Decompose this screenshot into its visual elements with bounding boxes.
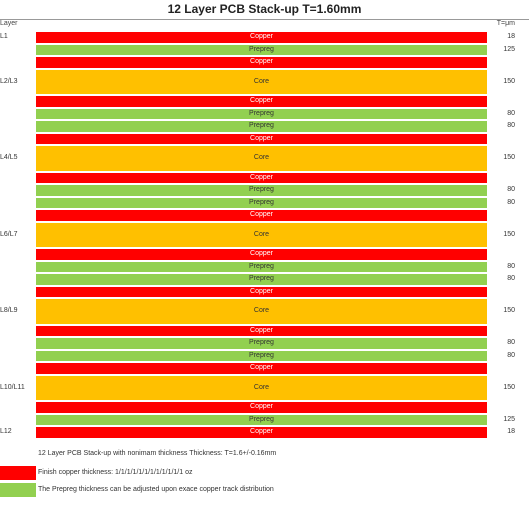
layer-row-copper xyxy=(0,95,529,108)
layer-label: L4/L5 xyxy=(0,154,18,161)
legend-swatch-copper xyxy=(0,466,36,480)
legend-swatch-prepreg xyxy=(0,483,36,497)
thickness-value: 150 xyxy=(503,383,515,391)
copper-bar: Copper xyxy=(36,363,487,374)
copper-bar: Copper xyxy=(36,96,487,107)
layer-row-prepreg xyxy=(0,261,529,274)
copper-bar: Copper xyxy=(36,210,487,221)
copper-bar: Copper xyxy=(36,402,487,413)
layer-row-core xyxy=(0,222,529,249)
layer-row-copper xyxy=(0,325,529,338)
thickness-value: 150 xyxy=(503,154,515,161)
layer-row-core xyxy=(0,375,529,402)
layer-row-copper xyxy=(0,248,529,261)
layer-row-prepreg xyxy=(0,350,529,363)
legend-item-prepreg xyxy=(0,483,529,497)
layer-row-copper xyxy=(0,362,529,375)
layer-row-copper xyxy=(0,286,529,299)
copper-bar: Copper xyxy=(36,173,487,184)
thickness-value: 18 xyxy=(507,33,515,40)
copper-bar: Copper xyxy=(36,32,487,43)
thickness-value: 150 xyxy=(503,307,515,314)
core-bar: Core xyxy=(36,376,487,401)
layer-row-copper xyxy=(0,31,529,44)
layer-label: L2/L3 xyxy=(0,77,18,85)
thickness-column-header: T=μm xyxy=(496,20,515,27)
thickness-value: 150 xyxy=(503,230,515,238)
thickness-value: 80 xyxy=(507,351,515,359)
prepreg-bar: Prepreg xyxy=(36,262,487,273)
copper-bar: Copper xyxy=(36,287,487,298)
layer-stack xyxy=(0,31,529,439)
layer-row-copper xyxy=(0,133,529,146)
thickness-value: 80 xyxy=(507,275,515,282)
copper-bar: Copper xyxy=(36,326,487,337)
thickness-value: 18 xyxy=(507,428,515,435)
layer-row-prepreg xyxy=(0,337,529,350)
layer-row-core xyxy=(0,298,529,325)
legend-text-prepreg: The Prepreg thickness can be adjusted upon exace copper track distribution xyxy=(38,486,274,493)
prepreg-bar: Prepreg xyxy=(36,185,487,196)
thickness-value: 125 xyxy=(503,415,515,423)
prepreg-bar: Prepreg xyxy=(36,109,487,120)
prepreg-bar: Prepreg xyxy=(36,351,487,362)
prepreg-bar: Prepreg xyxy=(36,338,487,349)
layer-label: L6/L7 xyxy=(0,230,18,238)
prepreg-bar: Prepreg xyxy=(36,121,487,132)
core-bar: Core xyxy=(36,146,487,171)
prepreg-bar: Prepreg xyxy=(36,45,487,56)
thickness-value: 80 xyxy=(507,339,515,346)
page-title: 12 Layer PCB Stack-up T=1.60mm xyxy=(0,0,529,20)
layer-column-header: Layer xyxy=(0,20,18,27)
thickness-value: 80 xyxy=(507,198,515,206)
copper-bar: Copper xyxy=(36,57,487,68)
layer-row-copper xyxy=(0,172,529,185)
layer-label: L1 xyxy=(0,33,8,40)
layer-row-prepreg xyxy=(0,184,529,197)
layer-row-copper xyxy=(0,56,529,69)
layer-row-prepreg xyxy=(0,273,529,286)
layer-row-prepreg xyxy=(0,108,529,121)
thickness-value: 150 xyxy=(503,77,515,85)
core-bar: Core xyxy=(36,223,487,248)
layer-row-copper xyxy=(0,426,529,439)
layer-row-core xyxy=(0,145,529,172)
thickness-value: 125 xyxy=(503,45,515,53)
core-bar: Core xyxy=(36,299,487,324)
layer-row-prepreg xyxy=(0,120,529,133)
layer-row-copper xyxy=(0,209,529,222)
core-bar: Core xyxy=(36,70,487,95)
copper-bar: Copper xyxy=(36,427,487,438)
legend-text-copper: Finish copper thickness: 1/1/1/1/1/1/1/1/1/1/1/1 oz xyxy=(38,469,193,476)
copper-bar: Copper xyxy=(36,134,487,145)
thickness-value: 80 xyxy=(507,262,515,270)
layer-label: L12 xyxy=(0,428,12,435)
layer-row-copper xyxy=(0,401,529,414)
stackup-note: 12 Layer PCB Stack-up with nonimam thickness Thickness: T=1.6+/-0.16mm xyxy=(38,450,277,457)
prepreg-bar: Prepreg xyxy=(36,415,487,426)
layer-row-core xyxy=(0,69,529,96)
layer-row-prepreg xyxy=(0,414,529,427)
thickness-value: 80 xyxy=(507,122,515,129)
layer-label: L8/L9 xyxy=(0,307,18,314)
prepreg-bar: Prepreg xyxy=(36,198,487,209)
thickness-value: 80 xyxy=(507,186,515,193)
copper-bar: Copper xyxy=(36,249,487,260)
layer-row-prepreg xyxy=(0,44,529,57)
prepreg-bar: Prepreg xyxy=(36,274,487,285)
thickness-value: 80 xyxy=(507,109,515,117)
legend-item-copper xyxy=(0,466,529,480)
layer-label: L10/L11 xyxy=(0,383,25,391)
layer-row-prepreg xyxy=(0,197,529,210)
